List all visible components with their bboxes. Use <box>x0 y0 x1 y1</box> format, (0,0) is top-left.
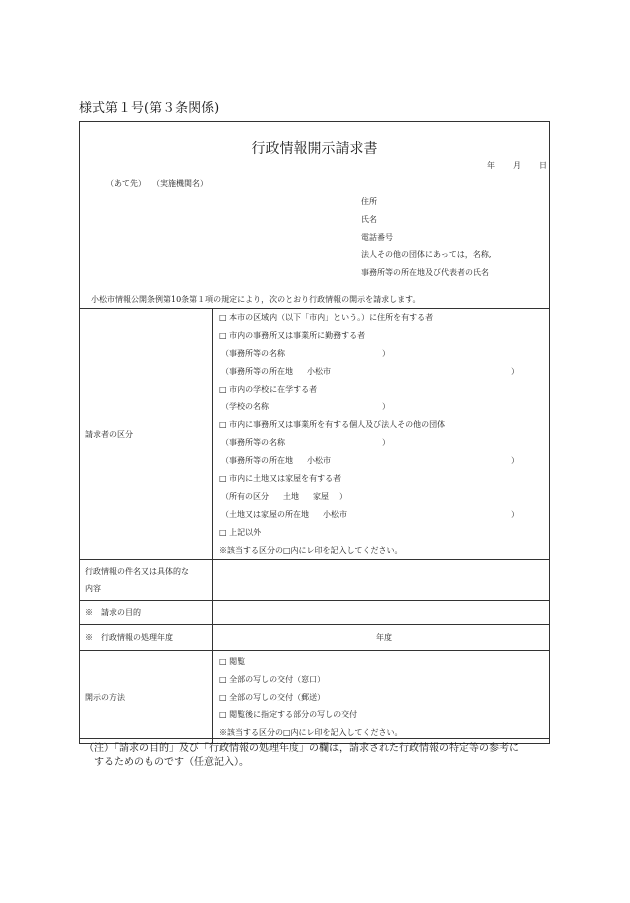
business-office-name-label: （事務所等の名称 <box>221 438 285 448</box>
agency-name-label: （実施機関名） <box>156 179 208 188</box>
worker-office-address-label: （事務所等の所在地 <box>221 366 293 376</box>
form-number: 様式第１号(第３条関係) <box>79 101 220 116</box>
date-year-label: 年 <box>487 161 495 170</box>
category-option-other[interactable]: □ 上記以外 <box>219 527 262 537</box>
close-paren: ） <box>511 366 519 376</box>
school-name-label: （学校の名称 <box>221 402 269 412</box>
request-table <box>79 308 550 744</box>
applicant-name-label: 氏名 <box>361 214 377 224</box>
request-form <box>79 121 550 739</box>
applicant-corp-line2: 事務所等の所在地及び代表者の氏名 <box>361 268 489 278</box>
applicant-block <box>361 193 491 282</box>
form-title: 行政情報開示請求書 <box>251 141 378 157</box>
method-option-view[interactable]: □ 閲覧 <box>219 656 246 666</box>
property-address[interactable] <box>219 506 549 524</box>
worker-office-name[interactable] <box>219 345 549 363</box>
school-name[interactable] <box>219 398 549 416</box>
category-row <box>80 309 550 560</box>
applicant-address-label: 住所 <box>361 197 377 206</box>
category-option-property[interactable]: □ 市内に土地又は家屋を有する者 <box>219 474 342 484</box>
year-row <box>80 625 550 651</box>
date-month-label: 月 <box>513 161 521 170</box>
applicant-corp-line1: 法人その他の団体にあっては，名称, <box>361 250 492 260</box>
method-option-copy-mail[interactable]: □ 全部の写しの交付（郵送） <box>219 692 326 702</box>
city-name: 小松市 <box>307 456 331 466</box>
close-paren: ） <box>511 456 519 466</box>
method-row <box>80 651 550 744</box>
worker-office-name-label: （事務所等の名称 <box>221 348 285 358</box>
close-paren: ） <box>382 438 390 448</box>
info-name-label-line1: 行政情報の件名又は具体的な <box>85 567 189 577</box>
method-option-partial-copy[interactable]: □ 閲覧後に指定する部分の写しの交付 <box>219 710 358 720</box>
date-day-label: 日 <box>539 161 547 170</box>
close-paren: ） <box>382 402 390 412</box>
purpose-label: ※ 請求の目的 <box>80 601 213 625</box>
category-options <box>213 309 550 560</box>
close-paren: ） <box>511 509 519 519</box>
city-name: 小松市 <box>307 366 331 376</box>
footnote-line1: （注）「請求の目的」及び「行政情報の処理年度」の欄は，請求された行政情報の特定等の参考に <box>84 743 519 754</box>
business-office-address-label: （事務所等の所在地 <box>221 456 293 466</box>
method-options <box>213 651 550 744</box>
applicant-phone-label: 電話番号 <box>361 232 393 242</box>
category-option-business[interactable]: □ 市内に事務所又は事業所を有する個人及び法人その他の団体 <box>219 420 446 430</box>
addressee <box>106 178 208 189</box>
close-paren: ） <box>339 491 347 501</box>
purpose-row <box>80 601 550 625</box>
city-name: 小松市 <box>323 509 347 519</box>
year-field[interactable] <box>213 625 550 651</box>
addressee-prefix: （あて先） <box>106 179 146 188</box>
category-option-resident[interactable]: □ 本市の区域内（以下「市内」という。）に住所を有する者 <box>219 313 434 322</box>
worker-office-address[interactable] <box>219 363 549 381</box>
ownership-type[interactable] <box>219 488 549 506</box>
close-paren: ） <box>382 348 390 358</box>
info-name-label <box>80 560 213 601</box>
info-name-row <box>80 560 550 601</box>
info-name-field[interactable] <box>213 560 550 601</box>
business-office-name[interactable] <box>219 434 549 452</box>
property-address-label: （土地又は家屋の所在地 <box>221 509 309 519</box>
ownership-building: 家屋 <box>313 491 329 501</box>
request-statement: 小松市情報公開条例第10条第１項の規定により，次のとおり行政情報の開示を請求します。 <box>91 295 421 304</box>
category-option-worker[interactable]: □ 市内の事務所又は事業所に勤務する者 <box>219 330 366 340</box>
method-label: 開示の方法 <box>80 651 213 744</box>
ownership-land: 土地 <box>283 491 299 501</box>
footnote <box>84 742 554 770</box>
info-name-label-line2: 内容 <box>85 584 101 594</box>
category-label: 請求者の区分 <box>80 309 213 560</box>
footnote-line2: するためのものです（任意記入）。 <box>84 757 249 768</box>
year-label: ※ 行政情報の処理年度 <box>80 625 213 651</box>
method-option-copy-counter[interactable]: □ 全部の写しの交付（窓口） <box>219 674 326 684</box>
category-instruction: ※該当する区分の□内にレ印を記入してください。 <box>219 545 403 555</box>
category-option-student[interactable]: □ 市内の学校に在学する者 <box>219 384 318 394</box>
ownership-type-label: （所有の区分 <box>221 491 269 501</box>
business-office-address[interactable] <box>219 452 549 470</box>
method-instruction: ※該当する区分の□内にレ印を記入してください。 <box>219 728 403 738</box>
year-unit: 年度 <box>376 633 392 643</box>
purpose-field[interactable] <box>213 601 550 625</box>
